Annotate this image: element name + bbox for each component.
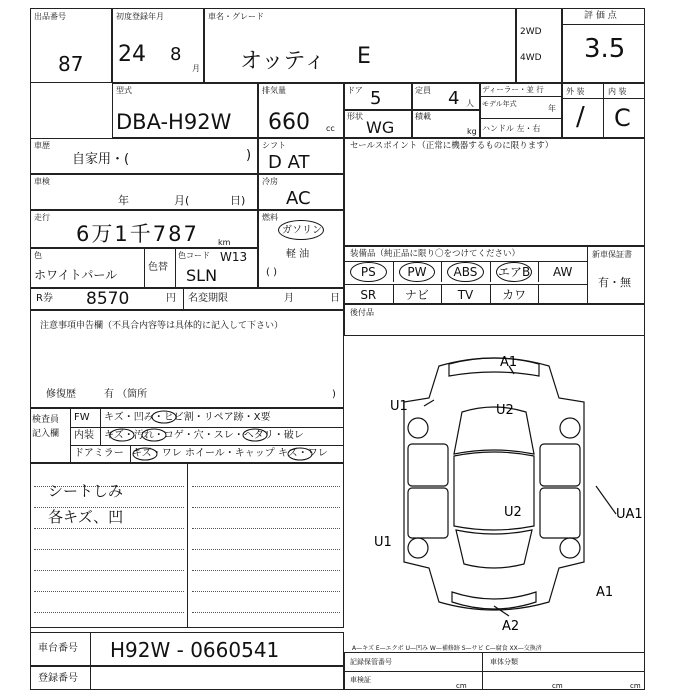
reg-b2: 車検証 (350, 676, 371, 684)
inspector-label-1: 検査員 (32, 415, 60, 425)
free-notes-div (187, 463, 188, 628)
reg-b5: cm (552, 682, 563, 690)
color-value: ホワイトパール (34, 268, 118, 282)
inspector-label-2: 記入欄 (32, 429, 60, 439)
cc-unit: cc (326, 124, 335, 133)
note-line (34, 612, 184, 613)
mark-ua1-right: UA1 (616, 507, 643, 522)
shift-value: D AT (268, 152, 310, 173)
note-line (192, 549, 340, 550)
equip-item-0-2: ABS (453, 265, 478, 279)
insp-year: 年 (118, 194, 129, 207)
insp-day: 日) (230, 194, 246, 207)
equip-col-line (393, 284, 394, 305)
reg-year: 24 (118, 42, 146, 67)
equip-circle-3 (496, 262, 533, 282)
color-div-2 (175, 248, 176, 288)
note-line (34, 570, 184, 571)
equip-col-line (393, 261, 394, 282)
displacement-label: 排気量 (262, 86, 286, 95)
capacity-label: 定員 (415, 86, 431, 95)
mileage-label: 走行 (34, 213, 50, 222)
equip-col-line (490, 284, 491, 305)
note-line (192, 486, 340, 487)
model-label: 型式 (116, 86, 132, 95)
inspector-row-body: キズ・汚れ・コゲ・穴・スレ・ヘタリ・破レ (104, 430, 304, 441)
person-unit: 人 (466, 99, 474, 108)
left-front-door (408, 444, 448, 486)
first-reg-label: 初度登録年月 (116, 12, 164, 21)
equip-col-line (441, 284, 442, 305)
r-ticket-value: 8570 (86, 289, 130, 309)
equip-col-line (490, 261, 491, 282)
name-change-day: 日 (330, 293, 340, 304)
color-code: W13 (220, 250, 248, 264)
score-label: 評 価 点 (584, 11, 617, 21)
inspector-row-head: 内装 (74, 430, 94, 441)
chassis-label: 車台番号 (38, 643, 78, 654)
mark-a1-top: A1 (500, 355, 518, 370)
kg-unit: kg (467, 127, 477, 136)
mark-u1-lower: U1 (374, 535, 392, 550)
inspector-marks (30, 408, 344, 463)
grade: E (357, 44, 371, 69)
shift-label: シフト (262, 141, 286, 150)
equip-col-line (538, 261, 539, 282)
fuel-circle (278, 220, 324, 240)
fuel-light: 軽 油 (286, 249, 310, 260)
sales-point-title: セールスポイント（正常に機器するものに限ります） (350, 141, 554, 151)
score-value: 3.5 (584, 34, 626, 64)
equip-div (587, 246, 588, 304)
wheel-rr (560, 538, 580, 558)
capacity-value: 4 (448, 88, 460, 109)
usage-row (30, 138, 258, 174)
model-year-label: モデル年式 (482, 100, 517, 108)
new-car-warranty-value: 有・無 (598, 276, 631, 289)
equip-item-1-1: ナビ (404, 288, 429, 302)
equip-item-0-4: AW (552, 265, 573, 279)
damage-legend: A—キズ E—エクボ U—凹み W—補修跡 S—サビ C—腐食 XX—交換済 (352, 645, 542, 652)
roof (454, 452, 534, 530)
notes-label: 注意事項申告欄（不具合内容等は具体的に記入して下さい） (40, 321, 284, 331)
inspector-row-head: FW (74, 412, 90, 423)
note-line (192, 612, 340, 613)
color-code-text: SLN (186, 266, 218, 285)
color-code-label: 色コード (178, 251, 210, 260)
equip-col-line (441, 261, 442, 282)
dealer-divider (480, 96, 562, 97)
drive-2wd: 2WD (520, 27, 542, 37)
mark-circle-3 (142, 429, 166, 441)
usage-label: 車歴 (34, 141, 50, 150)
inspection-label: 車検 (34, 177, 50, 186)
km-unit: km (218, 238, 231, 247)
registration-label: 登録番号 (38, 673, 78, 684)
model-value: DBA-H92W (116, 110, 232, 134)
equip-col-line (538, 284, 539, 305)
rear-window (456, 530, 532, 568)
mark-u1-left: U1 (390, 399, 408, 414)
equip-item-0-3: エアB (497, 265, 531, 279)
repair-close: ) (332, 389, 336, 400)
note-line (192, 507, 340, 508)
note-line (34, 591, 184, 592)
windshield (454, 407, 534, 454)
aftermarket-label: 後付品 (350, 308, 374, 317)
registration-div (90, 666, 91, 690)
yen-unit: 円 (166, 293, 176, 304)
color-label: 色 (34, 251, 42, 260)
mileage-value: 6万1千787 (76, 222, 199, 246)
reg-month: 8 (170, 44, 182, 65)
note-line (192, 591, 340, 592)
fuel-label: 燃料 (262, 213, 278, 222)
usage-value: 自家用・( (72, 152, 130, 167)
mark-u2-mid: U2 (504, 505, 522, 520)
repair-value: 有 （箇所 (104, 389, 148, 400)
mark-a2-bottom: A2 (502, 619, 520, 632)
sales-point-box (344, 138, 645, 246)
front-bumper (449, 358, 539, 376)
reg-b4: cm (456, 682, 467, 690)
note-line (34, 549, 184, 550)
ext-grade: / (576, 102, 585, 132)
equip-circle-0 (350, 262, 387, 282)
note-2: 各キズ、凹 (48, 508, 124, 526)
ac-label: 冷房 (262, 177, 278, 186)
body-value: WG (366, 118, 395, 137)
ext-label: 外 装 (566, 87, 585, 96)
handle-label: ハンドル 左・右 (482, 124, 541, 133)
equipment-title: 装備品（純正品に限り〇をつけてください） (350, 249, 521, 259)
wheel-lf (408, 418, 428, 438)
aftermarket-box (344, 304, 645, 336)
right-front-door (540, 444, 580, 486)
handle-divider (480, 118, 562, 119)
mark-circle-1 (152, 411, 176, 423)
fuel-paren: ( ) (266, 267, 277, 278)
equip-item-1-0: SR (360, 288, 377, 302)
ac-value: AC (286, 188, 311, 209)
pointer-a2 (494, 606, 509, 616)
equip-row2-line (344, 284, 587, 285)
mark-circle-6 (288, 448, 312, 460)
r-ticket-div (183, 288, 184, 310)
r-ticket-row (30, 288, 344, 310)
car-diagram (344, 336, 645, 632)
load-label: 積載 (415, 112, 431, 121)
pointer-u1 (424, 400, 434, 406)
year-unit: 年 (548, 104, 556, 113)
wheel-lr (408, 538, 428, 558)
int-label: 内 装 (608, 87, 627, 96)
left-rear-door (408, 488, 448, 538)
ext-int-divider-v (603, 83, 604, 138)
usage-close: ) (246, 148, 252, 163)
name-change-month: 月 (284, 293, 294, 304)
door-label: ドア (347, 86, 363, 95)
reg-b3: 車体分類 (490, 658, 518, 666)
color-div-1 (144, 248, 145, 288)
chassis-div (90, 632, 91, 666)
equip-item-1-3: カワ (502, 288, 527, 302)
note-line (192, 570, 340, 571)
mark-circle-2 (110, 429, 134, 441)
note-line (192, 528, 340, 529)
drive-cell (516, 8, 562, 83)
wheel-rf (560, 418, 580, 438)
displacement-value: 660 (268, 110, 310, 135)
equip-circle-1 (399, 262, 436, 282)
name-change-label: 名変期限 (188, 293, 228, 304)
name-grade-label: 車名・グレード (208, 12, 264, 21)
drive-4wd: 4WD (520, 53, 542, 63)
door-value: 5 (370, 88, 382, 109)
mark-circle-4 (243, 429, 267, 441)
r-ticket-label: R券 (36, 293, 53, 304)
lot-number: 87 (58, 52, 84, 76)
insp-month: 月( (174, 194, 190, 207)
dealer-label: ディーラー・並 行 (482, 85, 544, 94)
reg-b6: cm (630, 682, 641, 690)
equip-item-1-2: TV (457, 288, 474, 302)
equip-item-0-0: PS (360, 265, 376, 279)
br-h1 (344, 671, 645, 672)
new-car-warranty-label: 新車保証書 (592, 250, 632, 259)
inspector-row-head: ドアミラー (74, 448, 124, 459)
pointer-ua1 (596, 486, 616, 514)
mark-circle-5 (133, 448, 157, 460)
score-underline (562, 24, 645, 25)
body-label: 形状 (347, 112, 363, 121)
right-rear-door (540, 488, 580, 538)
inspector-row-body: キズ・ワレ ホイール・キャップ キズ・ワレ (132, 448, 328, 459)
mark-u2-top: U2 (496, 403, 514, 418)
br-v1 (482, 652, 483, 690)
fuel-value: ガソリン (282, 225, 322, 236)
repair-label: 修復歴 (46, 389, 76, 400)
reg-b1: 記録保管番号 (350, 658, 392, 666)
color-change-label: 色替 (148, 262, 168, 273)
equip-item-0-1: PW (407, 265, 427, 279)
note-1: シートしみ (48, 482, 124, 500)
car-name: オッティ (240, 49, 326, 74)
inspection-row (30, 174, 258, 210)
lot-number-label: 出品番号 (34, 12, 66, 21)
month-unit: 月 (192, 64, 200, 73)
car-body-outline (404, 358, 584, 610)
note-line (34, 528, 184, 529)
inspector-row-body: キズ・凹み・ヒビ割・リペア跡・X要 (104, 412, 271, 423)
int-grade: C (614, 104, 631, 132)
chassis-value: H92W - 0660541 (110, 638, 280, 662)
mark-a1-lower: A1 (596, 585, 614, 600)
equip-circle-2 (447, 262, 484, 282)
